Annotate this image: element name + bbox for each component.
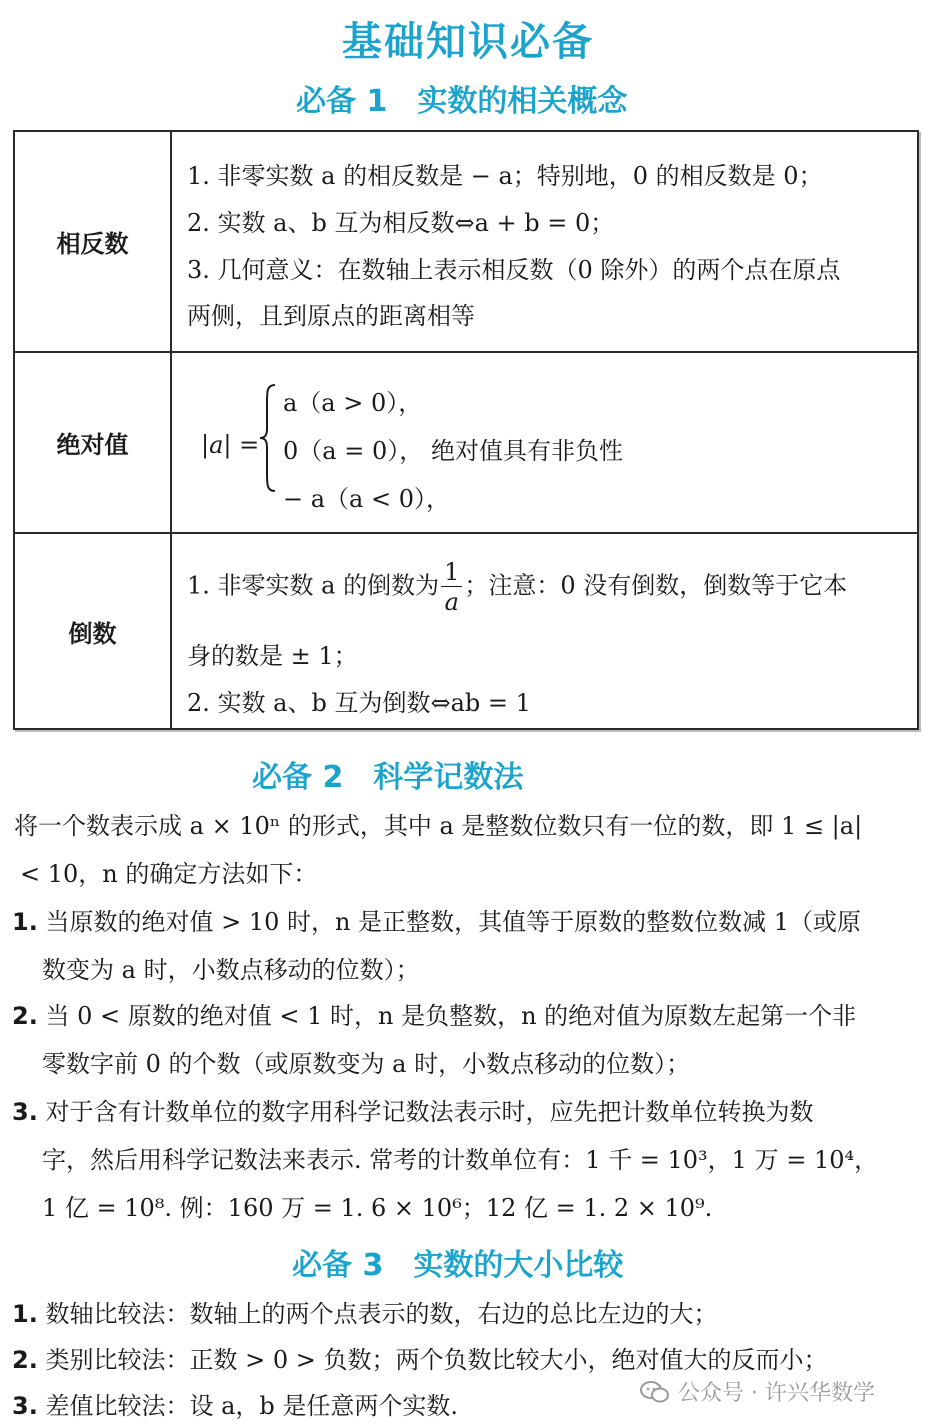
sci-item-1-line-1 xyxy=(12,902,861,937)
section-1-number: 必备 1 xyxy=(296,84,388,119)
sci-item-3-line-3: 1 亿 = 10⁸. 例：160 万 = 1. 6 × 10⁶；12 亿 = 1. 2 × 10⁹. xyxy=(42,1194,713,1222)
sci-item-3-line-1 xyxy=(12,1092,813,1127)
compare-item-3-number: 3. xyxy=(12,1392,38,1420)
section-3-number: 必备 3 xyxy=(292,1248,384,1283)
watermark-text: 公众号 · 许兴华数学 xyxy=(678,1381,875,1406)
abs-note: 绝对值具有非负性 xyxy=(431,437,623,465)
sci-item-2-text: 当 0 < 原数的绝对值 < 1 时，n 是负整数，n 的绝对值为原数左起第一个非 xyxy=(45,1002,857,1030)
opposite-line-2: 2. 实数 a、b 互为相反数⇔a + b = 0； xyxy=(187,209,615,237)
section-3-name: 实数的大小比较 xyxy=(413,1248,624,1283)
sci-item-3-number: 3. xyxy=(12,1098,38,1126)
wechat-icon xyxy=(640,1380,670,1404)
compare-item-1-text: 数轴比较法：数轴上的两个点表示的数，右边的总比左边的大； xyxy=(45,1300,718,1328)
sci-item-3-line-2: 字，然后用科学记数法来表示. 常考的计数单位有：1 千 = 10³，1 万 = 10⁴， xyxy=(42,1146,879,1174)
reciprocal-line-3: 2. 实数 a、b 互为倒数⇔ab = 1 xyxy=(187,689,531,717)
compare-item-2-text: 类别比较法：正数 > 0 > 负数；两个负数比较大小，绝对值大的反而小； xyxy=(45,1346,828,1374)
reciprocal-line-1 xyxy=(187,560,847,614)
sci-item-1-text: 当原数的绝对值 > 10 时，n 是正整数，其值等于原数的整数位数减 1（或原 xyxy=(45,908,861,936)
abs-case-zero: 0（a = 0）， xyxy=(283,437,424,465)
sci-item-2-line-1 xyxy=(12,996,856,1031)
section-2-heading xyxy=(252,752,523,796)
fraction-one-over-a xyxy=(441,560,462,614)
fraction-denominator: a xyxy=(444,588,459,616)
table-row-absolute xyxy=(15,353,917,534)
row-body-absolute xyxy=(187,353,907,534)
table-row-reciprocal xyxy=(15,534,917,728)
sci-item-3-text: 对于含有计数单位的数字用科学记数法表示时，应先把计数单位转换为数 xyxy=(45,1098,814,1126)
reciprocal-line-1-pre: 1. 非零实数 a 的倒数为 xyxy=(187,571,440,600)
page-title: 基础知识必备 xyxy=(342,19,594,65)
compare-item-2 xyxy=(12,1340,827,1375)
opposite-line-3: 3. 几何意义：在数轴上表示相反数（0 除外）的两个点在原点 xyxy=(187,256,841,284)
section-2-name: 科学记数法 xyxy=(373,760,524,795)
section-3-heading xyxy=(292,1240,623,1284)
section-1-heading xyxy=(296,76,627,120)
reciprocal-line-2: 身的数是 ± 1； xyxy=(187,642,358,670)
sci-intro-line-1: 将一个数表示成 a × 10ⁿ 的形式，其中 a 是整数位数只有一位的数，即 1 ≤ |a| xyxy=(14,812,863,840)
compare-item-1 xyxy=(12,1294,717,1329)
abs-lhs: |a| = xyxy=(201,431,260,459)
sci-item-2-number: 2. xyxy=(12,1002,38,1030)
abs-case-positive: a（a > 0）， xyxy=(283,389,423,417)
concept-table xyxy=(13,130,919,730)
row-head-reciprocal: 倒数 xyxy=(15,534,172,728)
sci-item-1-number: 1. xyxy=(12,908,38,936)
left-brace-icon xyxy=(259,383,277,493)
opposite-line-4: 两侧，且到原点的距离相等 xyxy=(187,302,475,330)
row-head-absolute: 绝对值 xyxy=(15,353,172,532)
compare-item-3 xyxy=(12,1386,458,1421)
fraction-numerator: 1 xyxy=(441,560,462,587)
opposite-line-1: 1. 非零实数 a 的相反数是 − a；特别地，0 的相反数是 0； xyxy=(187,162,823,190)
abs-case-negative: − a（a < 0）， xyxy=(283,485,450,513)
section-2-number: 必备 2 xyxy=(252,760,344,795)
reciprocal-line-1-post: ；注意：0 没有倒数，倒数等于它本 xyxy=(464,571,848,600)
compare-item-3-text: 差值比较法：设 a，b 是任意两个实数. xyxy=(45,1392,459,1420)
watermark xyxy=(640,1376,875,1407)
sci-item-2-line-2: 零数字前 0 的个数（或原数变为 a 时，小数点移动的位数）； xyxy=(42,1050,691,1078)
compare-item-1-number: 1. xyxy=(12,1300,38,1328)
sci-intro-line-2: < 10，n 的确定方法如下： xyxy=(20,860,318,888)
section-1-name: 实数的相关概念 xyxy=(417,84,628,119)
table-row-opposite xyxy=(15,132,917,353)
sci-item-1-line-2: 数变为 a 时，小数点移动的位数）； xyxy=(42,956,420,984)
row-head-opposite: 相反数 xyxy=(15,132,172,351)
compare-item-2-number: 2. xyxy=(12,1346,38,1374)
